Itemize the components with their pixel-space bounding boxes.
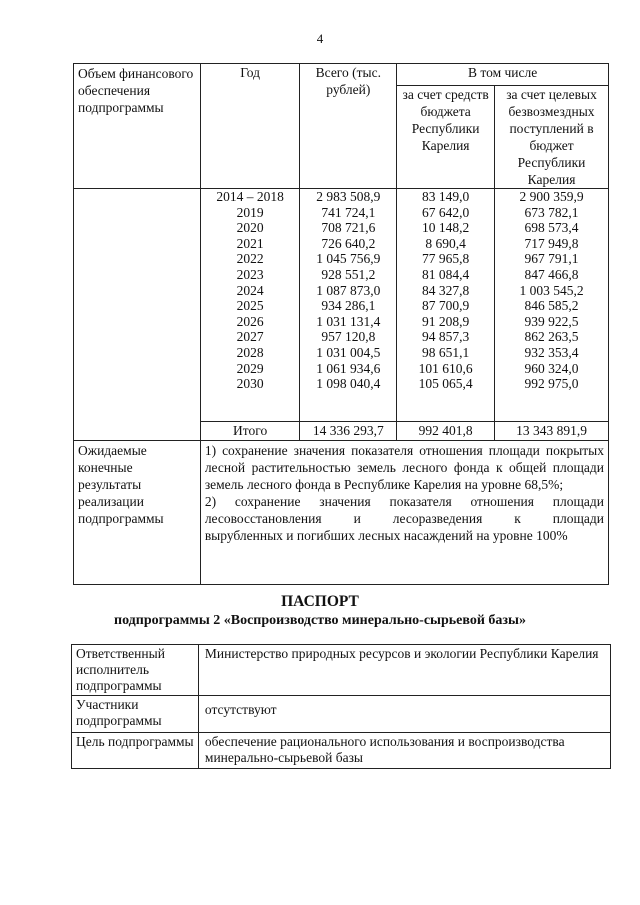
budget-cell: 91 208,9 bbox=[422, 313, 470, 329]
year-column bbox=[200, 189, 300, 422]
year-cell: 2023 bbox=[236, 266, 264, 282]
total-cell: 1 031 131,4 bbox=[316, 313, 381, 329]
targeted-cell: 992 975,0 bbox=[524, 376, 579, 392]
passport-row-value: Министерство природных ресурсов и экологии Республики Карелия bbox=[198, 645, 610, 696]
targeted-cell: 1 003 545,2 bbox=[519, 282, 584, 298]
budget-cell: 87 700,9 bbox=[422, 298, 470, 314]
results-label: Ожидаемые конечные результаты реализации подпрограммы bbox=[74, 441, 201, 585]
targeted-header: за счет целевых безвозмездных поступлений в бюджет Республики Карелия bbox=[495, 86, 609, 189]
targeted-cell: 960 324,0 bbox=[524, 360, 579, 376]
year-cell: 2026 bbox=[236, 313, 264, 329]
budget-header: за счет средств бюджета Республики Карелия bbox=[397, 86, 495, 189]
total-row-targeted: 13 343 891,9 bbox=[495, 422, 609, 441]
total-row-label: Итого bbox=[200, 422, 300, 441]
targeted-cell: 847 466,8 bbox=[524, 266, 579, 282]
budget-cell: 101 610,6 bbox=[418, 360, 473, 376]
total-row-budget: 992 401,8 bbox=[397, 422, 495, 441]
budget-cell: 67 642,0 bbox=[422, 204, 470, 220]
total-cell: 957 120,8 bbox=[321, 329, 376, 345]
year-header: Год bbox=[200, 64, 300, 189]
targeted-cell: 717 949,8 bbox=[524, 235, 579, 251]
budget-cell: 105 065,4 bbox=[418, 376, 473, 392]
result-item-1: 1) сохранение значения показателя отношения площади покрытых лесной растительностью земель лесного фонда к общей площади земель лесного фонда в Республике Карелия на уровне 68,5%; bbox=[204, 443, 604, 492]
targeted-cell: 862 263,5 bbox=[524, 329, 579, 345]
year-cell: 2027 bbox=[236, 329, 264, 345]
passport-row-label: Участники подпрограммы bbox=[72, 696, 199, 733]
total-cell: 1 045 756,9 bbox=[316, 251, 381, 267]
budget-cell: 81 084,4 bbox=[422, 266, 470, 282]
year-cell: 2021 bbox=[236, 235, 264, 251]
result-item-2-line-1: 2) сохранение значения показателя отношения площади bbox=[204, 494, 604, 509]
year-cell: 2030 bbox=[236, 376, 264, 392]
financing-label: Объем финансового обеспечения подпрограммы bbox=[74, 64, 201, 189]
total-cell: 726 640,2 bbox=[321, 235, 376, 251]
total-cell: 741 724,1 bbox=[321, 204, 376, 220]
passport-table bbox=[71, 644, 611, 769]
financing-label-spacer bbox=[74, 189, 201, 441]
budget-cell: 77 965,8 bbox=[422, 251, 470, 267]
budget-cell: 83 149,0 bbox=[422, 189, 470, 204]
year-cell: 2028 bbox=[236, 344, 264, 360]
budget-cell: 98 651,1 bbox=[422, 344, 470, 360]
targeted-cell: 939 922,5 bbox=[524, 313, 579, 329]
targeted-cell: 673 782,1 bbox=[524, 204, 579, 220]
year-cell: 2024 bbox=[236, 282, 264, 298]
passport-row-label: Ответственный исполнитель подпрограммы bbox=[72, 645, 199, 696]
targeted-cell: 846 585,2 bbox=[524, 298, 579, 314]
total-cell: 708 721,6 bbox=[321, 220, 376, 236]
targeted-cell: 2 900 359,9 bbox=[519, 189, 584, 204]
budget-cell: 94 857,3 bbox=[422, 329, 470, 345]
year-cell: 2022 bbox=[236, 251, 264, 267]
targeted-cell: 698 573,4 bbox=[524, 220, 579, 236]
budget-cell: 10 148,2 bbox=[422, 220, 470, 236]
financing-table bbox=[73, 63, 609, 585]
passport-row-label: Цель подпрограммы bbox=[72, 733, 199, 769]
total-cell: 1 087 873,0 bbox=[316, 282, 381, 298]
passport-row-value: отсутствуют bbox=[198, 696, 610, 733]
year-cell: 2020 bbox=[236, 220, 264, 236]
total-header: Всего (тыс. рублей) bbox=[300, 64, 397, 189]
results-cell bbox=[200, 441, 608, 585]
passport-title: ПАСПОРТ bbox=[281, 593, 359, 610]
result-item-2-rest: вырубленных и погибших лесных насаждений на уровне 100% bbox=[204, 528, 568, 543]
budget-cell: 8 690,4 bbox=[425, 235, 466, 251]
total-column bbox=[300, 189, 397, 422]
budget-column bbox=[397, 189, 495, 422]
total-cell: 1 031 004,5 bbox=[316, 344, 381, 360]
year-cell: 2019 bbox=[236, 204, 264, 220]
page-number: 4 bbox=[316, 31, 324, 46]
result-item-2-line-2: лесовосстановления и лесоразведения к площади bbox=[204, 511, 604, 526]
passport-row-value: обеспечение рационального использования и воспроизводства минерально-сырьевой базы bbox=[198, 733, 610, 769]
total-cell: 1 098 040,4 bbox=[316, 376, 381, 392]
total-cell: 928 551,2 bbox=[321, 266, 376, 282]
total-row-total: 14 336 293,7 bbox=[300, 422, 397, 441]
budget-cell: 84 327,8 bbox=[422, 282, 470, 298]
targeted-cell: 932 353,4 bbox=[524, 344, 579, 360]
including-header: В том числе bbox=[397, 64, 609, 86]
year-cell: 2014 – 2018 bbox=[216, 189, 284, 204]
passport-subtitle: подпрограммы 2 «Воспроизводство минерально-сырьевой базы» bbox=[114, 613, 526, 628]
targeted-cell: 967 791,1 bbox=[524, 251, 579, 267]
year-cell: 2025 bbox=[236, 298, 264, 314]
year-cell: 2029 bbox=[236, 360, 264, 376]
total-cell: 2 983 508,9 bbox=[316, 189, 381, 204]
total-cell: 934 286,1 bbox=[321, 298, 376, 314]
total-cell: 1 061 934,6 bbox=[316, 360, 381, 376]
targeted-column bbox=[495, 189, 609, 422]
